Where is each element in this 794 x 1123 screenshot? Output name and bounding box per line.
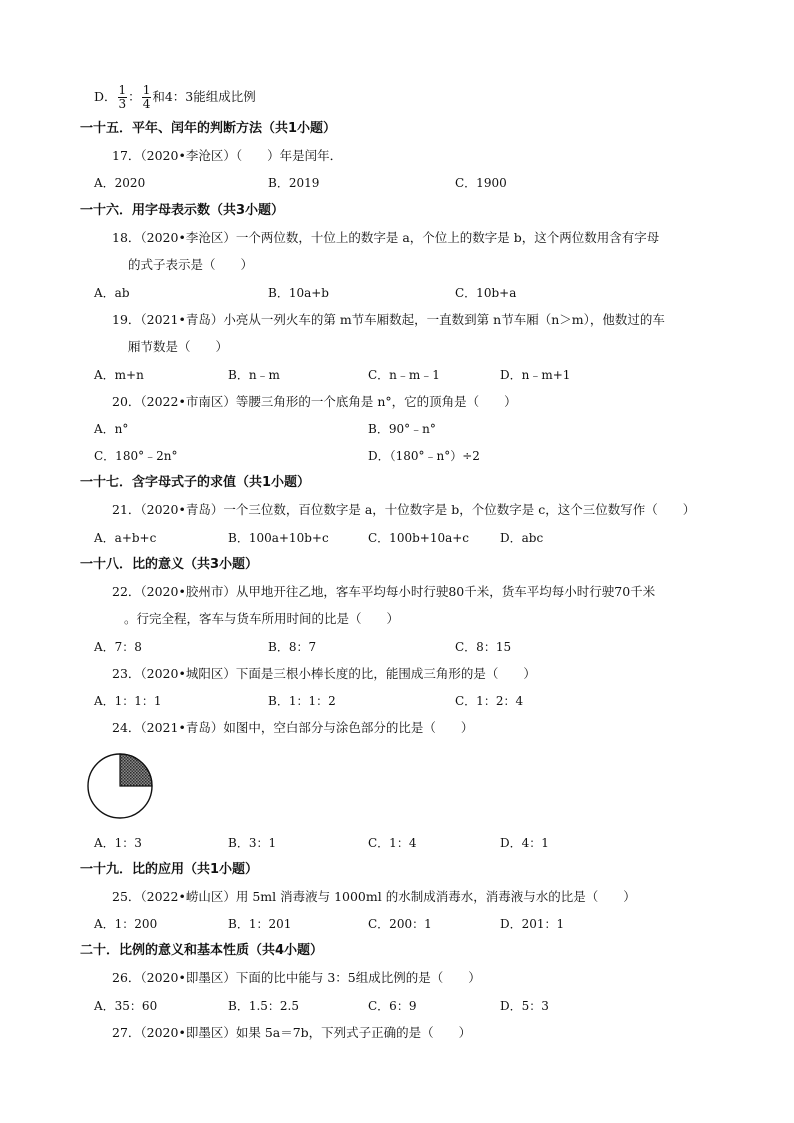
option: C．1：2：4 xyxy=(455,694,524,708)
option: B．n﹣m xyxy=(228,368,280,382)
option: D．（180°﹣n°）÷2 xyxy=(368,449,480,463)
section-heading: 二十．比例的意义和基本性质（共4小题） xyxy=(80,943,324,958)
section-heading: 一十七．含字母式子的求值（共1小题） xyxy=(80,475,311,490)
question-25: 25．（2022•崂山区）用 5ml 消毒液与 1000ml 的水制成消毒水，消毒液与水的比是（ ） xyxy=(112,889,636,904)
question-21: 21．（2020•青岛）一个三位数，百位数字是 a，十位数字是 b，个位数字是 c，这个三位数写作（ ） xyxy=(112,502,696,517)
section-heading: 一十六．用字母表示数（共3小题） xyxy=(80,203,285,218)
option: A．ab xyxy=(94,286,130,300)
option: B．3：1 xyxy=(228,836,277,850)
question-18: 18．（2020•李沧区）一个两位数，十位上的数字是 a，个位上的数字是 b，这个两位数用含有字母 xyxy=(112,230,660,245)
option: B．100a+10b+c xyxy=(228,531,329,545)
option: A．n° xyxy=(94,422,129,436)
option: A．a+b+c xyxy=(94,531,157,545)
question-17: 17．（2020•李沧区）（ ）年是闰年． xyxy=(112,148,343,163)
option: C．180°﹣2n° xyxy=(94,449,178,463)
option: C．10b+a xyxy=(455,286,517,300)
option: B．1.5：2.5 xyxy=(228,999,299,1013)
option: B．1：1：2 xyxy=(268,694,336,708)
section-heading: 一十九．比的应用（共1小题） xyxy=(80,862,259,877)
fraction-1-3: $\frac{1}{3}$ xyxy=(118,83,127,111)
option: D．abc xyxy=(500,531,544,545)
option: C．200：1 xyxy=(368,917,432,931)
option: B．1：201 xyxy=(228,917,292,931)
quarter-shaded-circle-figure xyxy=(85,751,155,821)
option-letter: D． xyxy=(94,89,117,104)
option: A．m+n xyxy=(94,368,144,382)
question-24: 24．（2021•青岛）如图中，空白部分与涂色部分的比是（ ） xyxy=(112,720,474,735)
option: C．1900 xyxy=(455,176,507,190)
option: A．1：1：1 xyxy=(94,694,162,708)
option: B．2019 xyxy=(268,176,320,190)
option: C．100b+10a+c xyxy=(368,531,470,545)
section-heading: 一十五．平年、闰年的判断方法（共1小题） xyxy=(80,121,337,136)
question-19: 19．（2021•青岛）小亮从一列火车的第 m节车厢数起，一直数到第 n节车厢（n＞m），他数过的车 xyxy=(112,312,665,327)
option: C．1：4 xyxy=(368,836,417,850)
question-22-cont: 。行完全程，客车与货车所用时间的比是（ ） xyxy=(124,611,400,626)
option: A．1：200 xyxy=(94,917,158,931)
question-19-cont: 厢节数是（ ） xyxy=(128,339,229,354)
option: C．n﹣m﹣1 xyxy=(368,368,440,382)
option: C．8：15 xyxy=(455,640,512,654)
option: D．4：1 xyxy=(500,836,549,850)
option: B．10a+b xyxy=(268,286,329,300)
option: D．n﹣m+1 xyxy=(500,368,571,382)
question-27: 27．（2020•即墨区）如果 5a＝7b，下列式子正确的是（ ） xyxy=(112,1025,472,1040)
option: B．8：7 xyxy=(268,640,317,654)
option: A．1：3 xyxy=(94,836,142,850)
section-heading: 一十八．比的意义（共3小题） xyxy=(80,557,259,572)
option: D．201：1 xyxy=(500,917,565,931)
option: A．35：60 xyxy=(94,999,158,1013)
question-23: 23．（2020•城阳区）下面是三根小棒长度的比，能围成三角形的是（ ） xyxy=(112,666,536,681)
option: D．5：3 xyxy=(500,999,549,1013)
option: B．90°﹣n° xyxy=(368,422,436,436)
question-20: 20．（2022•市南区）等腰三角形的一个底角是 n°，它的顶角是（ ） xyxy=(112,394,517,409)
fraction-1-4: $\frac{1}{4}$ xyxy=(142,83,151,111)
question-26: 26．（2020•即墨区）下面的比中能与 3：5组成比例的是（ ） xyxy=(112,970,481,985)
question-22: 22．（2020•胶州市）从甲地开往乙地，客车平均每小时行驶80千米，货车平均每小时行驶70千米 xyxy=(112,584,656,599)
option-d-line: D． $\frac{1}{3}$ ： $\frac{1}{4}$ 和4：3能组成比例 xyxy=(94,83,256,111)
option: C．6：9 xyxy=(368,999,417,1013)
option: A．7：8 xyxy=(94,640,142,654)
option: A．2020 xyxy=(94,176,146,190)
question-18-cont: 的式子表示是（ ） xyxy=(128,257,254,272)
